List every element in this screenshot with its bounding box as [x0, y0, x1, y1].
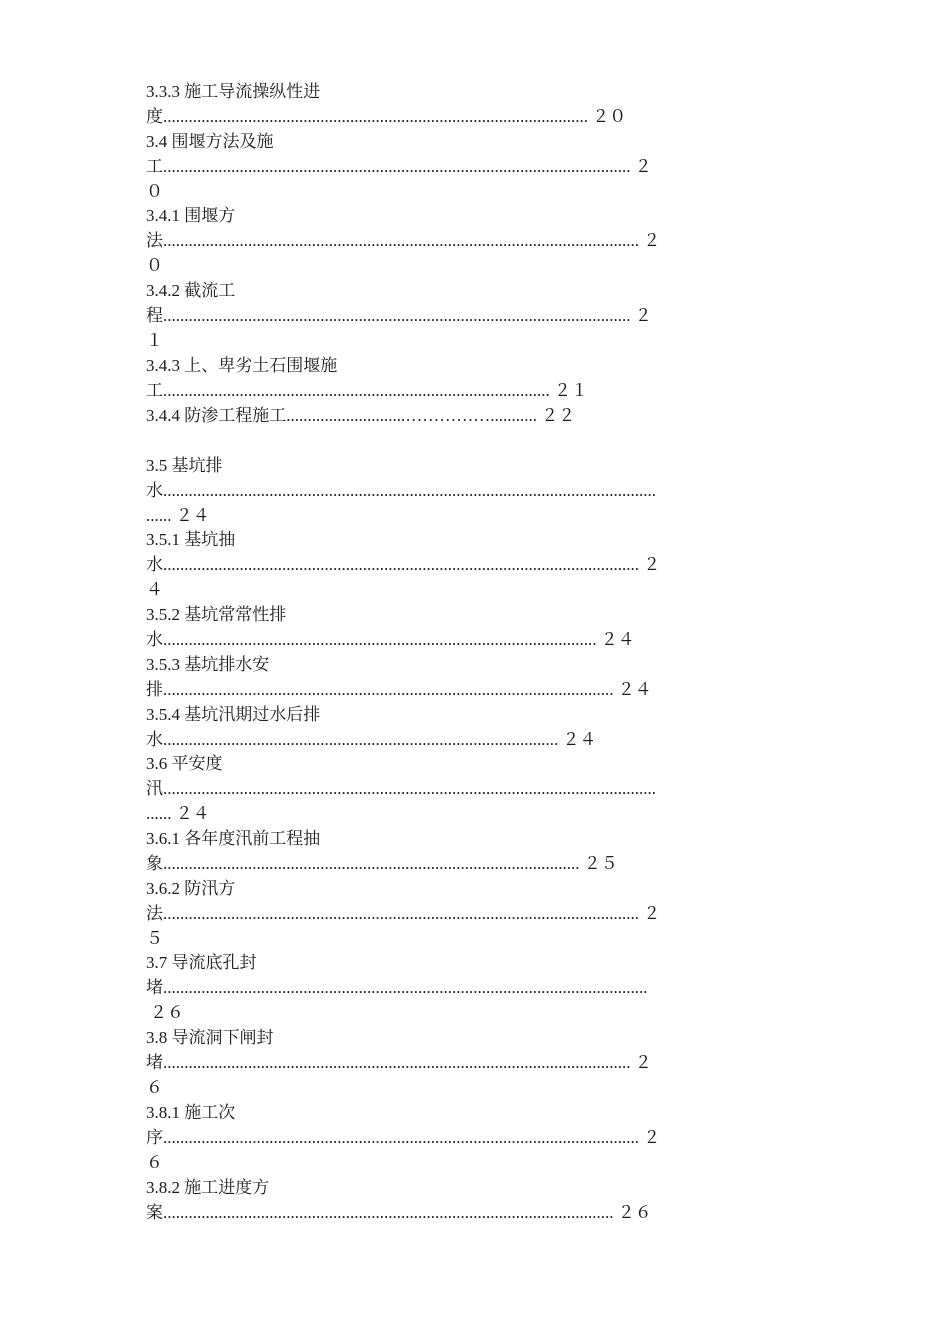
toc-entry-3-6-2-title: 3.6.2 防汛方: [146, 879, 236, 898]
toc-entry-3-6-2-leader: 法................................................................................................................ ２: [146, 904, 661, 923]
toc-entry-3-6-2-page: ５: [146, 929, 163, 948]
toc-entry-3-6-page: ...... ２４: [146, 804, 210, 823]
toc-entry-3-3-3-title: 3.3.3 施工导流操纵性进: [146, 82, 321, 101]
toc-entry-3-7-page: ２６: [150, 1003, 184, 1022]
toc-entry-3-6-title: 3.6 平安度: [146, 754, 223, 773]
toc-entry-3-8-leader: 堵.............................................................................................................. ２: [146, 1053, 652, 1072]
toc-entry-3-6-1-title: 3.6.1 各年度汛前工程抽: [146, 829, 321, 848]
toc-entry-3-5-4-leader: 水............................................................................................. ２４: [146, 730, 597, 749]
toc-entry-3-5-title: 3.5 基坑排: [146, 456, 223, 475]
toc-entry-3-3-3-leader: 度.................................................................................................... ２０: [146, 107, 627, 126]
toc-entry-3-8-2-title: 3.8.2 施工进度方: [146, 1178, 270, 1197]
toc-entry-3-4-2-title: 3.4.2 截流工: [146, 281, 236, 300]
toc-entry-3-4-1-leader: 法................................................................................................................ ２: [146, 231, 661, 250]
toc-entry-3-5-3-leader: 排.......................................................................................................... ２４: [146, 680, 652, 699]
toc-entry-3-8-2-leader: 案.......................................................................................................... ２６: [146, 1203, 652, 1222]
toc-entry-3-8-title: 3.8 导流洞下闸封: [146, 1028, 274, 1047]
toc-entry-3-4-3-leader: 工........................................................................................... ２１: [146, 381, 588, 400]
toc-entry-3-8-1-page: ６: [146, 1153, 163, 1172]
toc-entry-3-5-1-leader: 水................................................................................................................ ２: [146, 555, 661, 574]
toc-entry-3-4-1-title: 3.4.1 围堰方: [146, 206, 236, 225]
toc-entry-3-6-leader: 汛....................................................................................................................: [146, 779, 656, 798]
toc-entry-3-4-leader: 工.............................................................................................................. ２: [146, 157, 652, 176]
toc-entry-3-5-4-title: 3.5.4 基坑汛期过水后排: [146, 705, 321, 724]
toc-entry-3-7-leader: 堵..................................................................................................................: [146, 978, 648, 997]
toc-entry-3-4-2-leader: 程.............................................................................................................. ２: [146, 306, 652, 325]
toc-entry-3-6-1-leader: 象.................................................................................................. ２５: [146, 854, 618, 873]
toc-entry-3-5-page: ...... ２４: [146, 506, 210, 525]
toc-entry-3-8-1-leader: 序................................................................................................................ ２: [146, 1128, 661, 1147]
toc-entry-3-5-3-title: 3.5.3 基坑排水安: [146, 655, 270, 674]
toc-entry-3-4-1-page: ０: [146, 256, 163, 275]
toc-entry-3-5-1-title: 3.5.1 基坑抽: [146, 530, 236, 549]
toc-entry-3-7-title: 3.7 导流底孔封: [146, 953, 257, 972]
toc-entry-3-4-3-title: 3.4.3 上、卑劣土石围堰施: [146, 356, 338, 375]
toc-entry-3-8-1-title: 3.8.1 施工次: [146, 1103, 236, 1122]
toc-entry-3-5-2-title: 3.5.2 基坑常常性排: [146, 605, 287, 624]
toc-entry-3-4-2-page: １: [146, 331, 163, 350]
toc-entry-3-5-1-page: ４: [146, 580, 163, 599]
toc-entry-3-4-page: ０: [146, 182, 163, 201]
toc-entry-3-8-page: ６: [146, 1078, 163, 1097]
toc-entry-3-4-title: 3.4 围堰方法及施: [146, 132, 274, 151]
toc-entry-3-5-leader: 水....................................................................................................................: [146, 481, 656, 500]
toc-entry-3-4-4: 3.4.4 防渗工程施工............................……………........... ２２: [146, 406, 576, 425]
toc-entry-3-5-2-leader: 水...................................................................................................... ２４: [146, 630, 635, 649]
